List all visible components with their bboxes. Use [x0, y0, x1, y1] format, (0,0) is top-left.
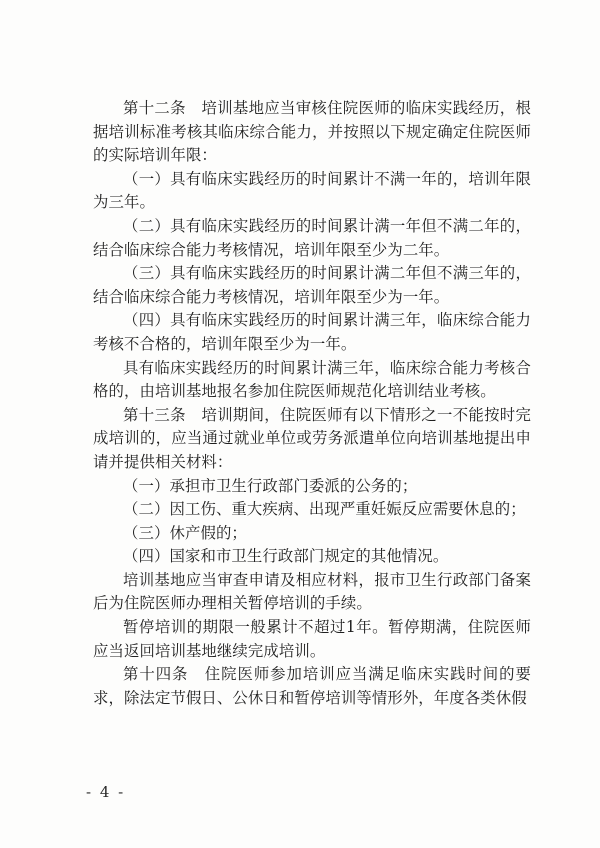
document-body	[93, 97, 531, 710]
article-13-paragraph: 第十三条 培训期间，住院医师有以下情形之一不能按时完成培训的，应当通过就业单位或劳务派遣单位向培训基地提出申请并提供相关材料：	[93, 405, 531, 471]
article-12-paragraph: 第十二条 培训基地应当审核住院医师的临床实践经历，根据培训标准考核其临床综合能力，并按照以下规定确定住院医师的实际培训年限：	[93, 99, 531, 165]
article-13-review-note: 培训基地应当审查申请及相应材料，报市卫生行政部门备案后为住院医师办理相关暂停培训的手续。	[93, 570, 531, 613]
article-12-item-3: （三）具有临床实践经历的时间累计满二年但不满三年的，结合临床综合能力考核情况，培训年限至少为一年。	[93, 264, 531, 306]
article-13-suspension-note: 暂停培训的期限一般累计不超过1年。暂停期满，住院医师应当返回培训基地继续完成培训。	[93, 618, 531, 660]
article-13-item-2: （二）因工伤、重大疾病、出现严重妊娠反应需要休息的；	[123, 500, 526, 519]
article-13-item-1: （一）承担市卫生行政部门委派的公务的；	[123, 476, 418, 495]
article-12-item-4: （四）具有临床实践经历的时间累计满三年，临床综合能力考核不合格的，培训年限至少为一年。	[93, 311, 531, 353]
article-12-note: 具有临床实践经历的时间累计满三年，临床综合能力考核合格的，由培训基地报名参加住院医师规范化培训结业考核。	[93, 358, 531, 401]
page-number: - 4 -	[86, 783, 126, 801]
article-14-paragraph: 第十四条 住院医师参加培训应当满足临床实践时间的要求，除法定节假日、公休日和暂停培训等情形外，年度各类休假	[93, 665, 531, 707]
article-12-item-1: （一）具有临床实践经历的时间累计不满一年的，培训年限为三年。	[93, 169, 531, 212]
article-13-item-4: （四）国家和市卫生行政部门规定的其他情况。	[123, 547, 449, 566]
article-13-item-3: （三）休产假的；	[123, 523, 247, 542]
article-12-item-2: （二）具有临床实践经历的时间累计满一年但不满二年的，结合临床综合能力考核情况，培训年限至少为二年。	[93, 216, 531, 259]
